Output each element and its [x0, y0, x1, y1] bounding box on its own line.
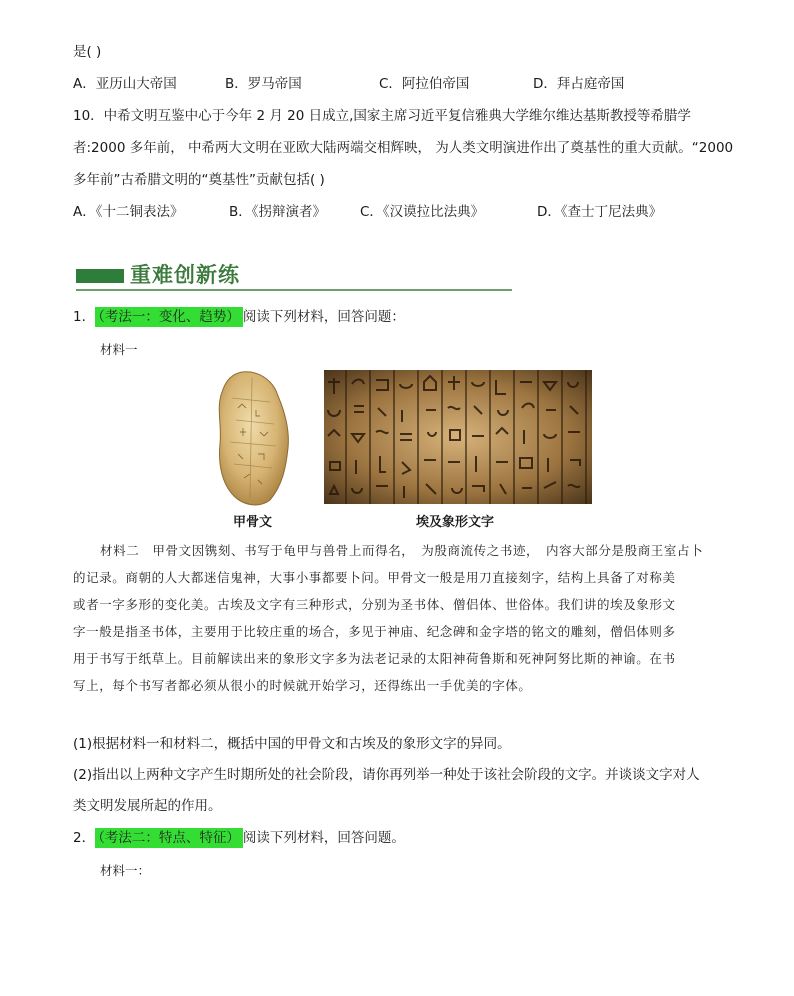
q2-method-tag: （考法二：特点、特征）: [95, 828, 243, 848]
q2-heading: [73, 828, 405, 848]
q10-line-1: 10．中希文明互鉴中心于今年 2 月 20 日成立,国家主席习近平复信雅典大学维尔维达基斯教授等希腊学: [73, 108, 691, 124]
q9-option-d: D．拜占庭帝国: [533, 76, 625, 92]
q1-material2: [73, 537, 721, 699]
q9-option-b: B．罗马帝国: [225, 76, 302, 92]
material2-line-4: 字一般是指圣书体，主要用于比较庄重的场合，多见于神庙、纪念碑和金字塔的铭文的雕刻，僧侣体则多: [73, 624, 676, 639]
section-title: 重难创新练: [130, 263, 240, 287]
banner-rule: [76, 289, 512, 291]
q10-options: [73, 202, 713, 222]
q9-options: [73, 74, 713, 94]
q10-option-b: B．《拐辩演者》: [229, 204, 327, 220]
material2-line-5: 用于书写于纸草上。目前解读出来的象形文字多为法老记录的太阳神荷鲁斯和死神阿努比斯的神谕。在书: [73, 651, 676, 666]
section-banner: [76, 258, 512, 294]
q1-subquestion-1: (1)根据材料一和材料二，概括中国的甲骨文和古埃及的象形文字的异同。: [73, 736, 511, 752]
q2-number: 2．: [73, 830, 96, 846]
banner-bar: [76, 269, 124, 283]
q10-option-c: C．《汉谟拉比法典》: [360, 204, 485, 220]
q1-subquestion-2-line-1: (2)指出以上两种文字产生时期所处的社会阶段，请你再列举一种处于该社会阶段的文字。并谈谈文字对人: [73, 767, 700, 783]
q1-heading: [73, 307, 405, 327]
material2-line-6: 写上，每个书写者都必须从很小的时候就开始学习，还得练出一手优美的字体。: [73, 678, 532, 693]
material2-line-1: 材料二 甲骨文因镌刻、书写于龟甲与兽骨上而得名， 为殷商流传之书迹， 内容大部分是殷商王室占卜: [100, 543, 704, 558]
q2-lead: 阅读下列材料，回答问题。: [242, 830, 405, 846]
q9-option-c: C．阿拉伯帝国: [379, 76, 470, 92]
q1-lead: 阅读下列材料，回答问题：: [242, 309, 405, 325]
oracle-bone-image: [212, 368, 294, 508]
q1-material1-label: 材料一: [100, 342, 138, 357]
caption-oracle-bone: 甲骨文: [233, 515, 273, 530]
material2-line-3: 或者一字多形的变化美。古埃及文字有三种形式，分别为圣书体、僧侣体、世俗体。我们讲的埃及象形文: [73, 597, 676, 612]
hieroglyph-image: [324, 370, 592, 504]
q1-subquestion-2-line-2: 类文明发展所起的作用。: [73, 798, 222, 814]
q9-stem-end: 是( ): [73, 44, 102, 60]
q2-material1-label: 材料一：: [100, 863, 151, 878]
q9-option-a: A．亚历山大帝国: [73, 76, 177, 92]
caption-hieroglyph: 埃及象形文字: [416, 515, 495, 530]
q1-number: 1．: [73, 309, 96, 325]
q10-option-d: D．《查士丁尼法典》: [537, 204, 663, 220]
q1-method-tag: （考法一：变化、趋势）: [95, 307, 243, 327]
q10-option-a: A．《十二铜表法》: [73, 204, 184, 220]
q10-line-2: 者:2000 多年前， 中希两大文明在亚欧大陆两端交相辉映， 为人类文明演进作出了奠基性的重大贡献。“2000: [73, 140, 734, 156]
material2-line-2: 的记录。商朝的人大都迷信鬼神，大事小事都要卜问。甲骨文一般是用刀直接刻字，结构上具备了对称美: [73, 570, 676, 585]
q10-line-3: 多年前”古希腊文明的“奠基性”贡献包括( ): [73, 172, 325, 188]
